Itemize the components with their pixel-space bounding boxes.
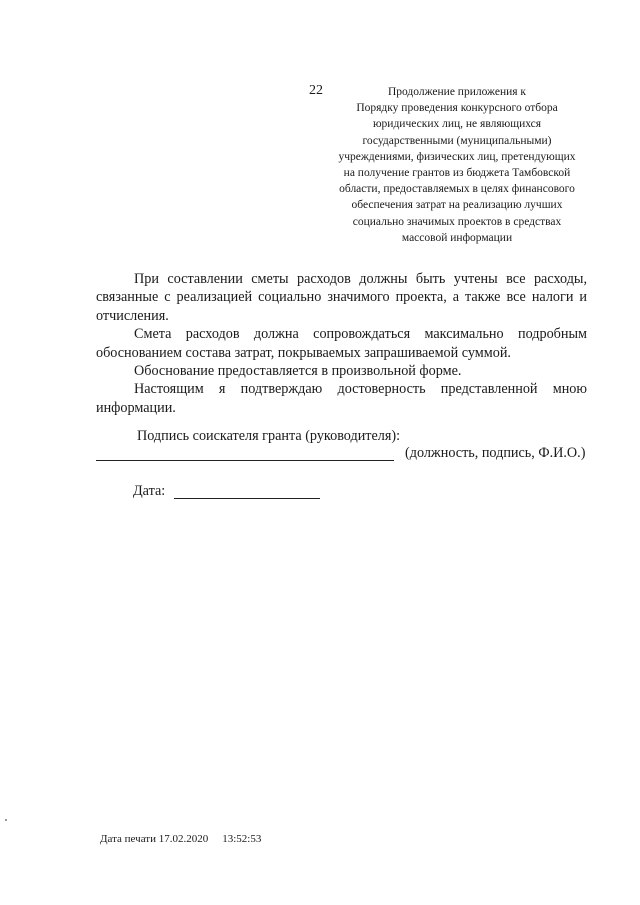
header-line: на получение грантов из бюджета Тамбовской [343, 167, 571, 180]
text-line: обоснованием состава затрат, покрываемых запрашиваемой суммой. [96, 344, 511, 361]
body-text [96, 270, 587, 417]
header-line: Порядку проведения конкурсного отбора [356, 102, 558, 115]
page-number: 22 [309, 83, 323, 98]
header-line: области, предоставляемых в целях финансового [339, 183, 575, 196]
text-line: При составлении сметы расходов должны быть учтены все расходы, [134, 271, 587, 287]
header-line: массовой информации [401, 231, 513, 244]
header-line: обеспечения затрат на реализацию лучших [351, 199, 563, 212]
print-date: Дата печати 17.02.2020 [100, 833, 209, 845]
paragraph-free-form [96, 362, 587, 380]
appendix-header [322, 84, 592, 246]
signature-hint: (должность, подпись, Ф.И.О.) [405, 445, 586, 461]
text-line: отчисления. [96, 307, 169, 324]
header-line: социально значимых проектов в средствах [352, 215, 562, 228]
paragraph-expenses [96, 270, 587, 325]
text-line: Смета расходов должна сопровождаться максимально подробным [134, 326, 587, 343]
paragraph-justification [96, 325, 587, 362]
paragraph-confirmation [96, 380, 587, 417]
header-line: Продолжение приложения к [387, 86, 527, 98]
text-line: связанные с реализацией социально значимого проекта, а также все налоги и [96, 289, 587, 306]
margin-mark [5, 819, 7, 821]
signature-field[interactable] [96, 460, 394, 461]
print-footer [100, 833, 261, 845]
print-time: 13:52:53 [222, 833, 262, 845]
date-field[interactable] [174, 498, 320, 499]
header-line: юридических лиц, не являющихся [372, 118, 542, 131]
text-line: Настоящим я подтверждаю достоверность представленной мною [134, 381, 587, 398]
text-line: информации. [96, 399, 176, 416]
date-label: Дата: [133, 483, 166, 499]
text-line: Обоснование предоставляется в произвольной форме. [134, 363, 462, 380]
signature-row [96, 445, 601, 465]
signature-label: Подпись соискателя гранта (руководителя): [137, 428, 401, 444]
header-line: учреждениями, физических лиц, претендующих [338, 150, 576, 163]
header-line: государственными (муниципальными) [362, 134, 552, 147]
